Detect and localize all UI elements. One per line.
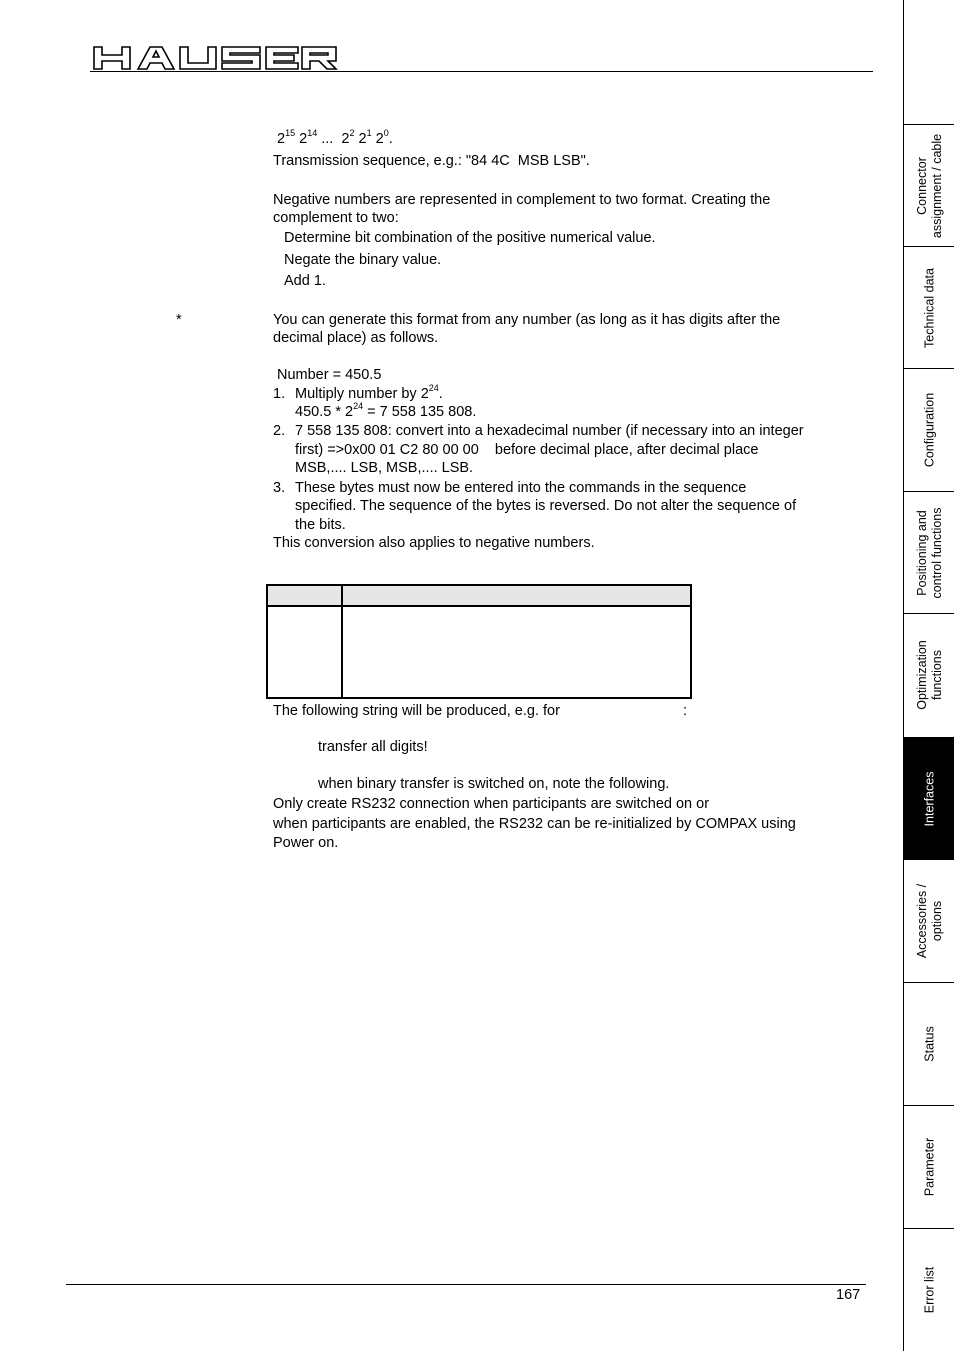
following-string: The following string will be produced, e.g. for <box>273 703 560 719</box>
step-2-num: 2. <box>273 423 286 439</box>
negative-numbers-line1: Negative numbers are represented in complement to two format. Creating the <box>273 192 771 208</box>
transfer-digits-note: transfer all digits! <box>318 739 428 755</box>
generate-line2: decimal place) as follows. <box>273 330 439 346</box>
binary-transfer-note: when binary transfer is switched on, note the following. <box>318 776 670 792</box>
table-header-row <box>268 586 690 607</box>
number-example: Number = 450.5 <box>277 367 382 383</box>
neg-step: Negate the binary value. <box>284 252 442 268</box>
following-colon: : <box>683 703 688 719</box>
rs232-line1: Only create RS232 connection when participants are switched on or <box>273 796 710 812</box>
step-2-line2: first) =>0x00 01 C2 80 00 00 before decimal place, after decimal place <box>295 442 759 458</box>
step-2-line3: MSB,.... LSB, MSB,.... LSB. <box>295 460 474 476</box>
generate-line1: You can generate this format from any number (as long as it has digits after the <box>273 312 781 328</box>
step-2-line1: 7 558 135 808: convert into a hexadecimal number (if necessary into an integer <box>295 423 804 439</box>
tab-configuration[interactable]: Configuration <box>904 368 954 490</box>
step-3-line3: the bits. <box>295 517 346 533</box>
tab-technical-data[interactable]: Technical data <box>904 246 954 368</box>
rs232-line2: when participants are enabled, the RS232 can be re-initialized by COMPAX using <box>273 816 796 832</box>
step-3-line2: specified. The sequence of the bytes is reversed. Do not alter the sequence of <box>295 498 797 514</box>
step-1: 1. Multiply number by $2^{24}$. <box>273 383 443 402</box>
tab-interfaces[interactable]: Interfaces <box>904 737 954 859</box>
rs232-line3: Power on. <box>273 835 339 851</box>
neg-step: Add 1. <box>284 273 326 289</box>
tab-error-list[interactable]: Error list <box>904 1228 954 1350</box>
footer-rule <box>66 1284 866 1285</box>
tab-optimization[interactable]: Optimization functions <box>904 613 954 735</box>
step-3-num: 3. <box>273 480 286 496</box>
example-table <box>266 584 692 699</box>
tab-accessories-options[interactable]: Accessories / options <box>904 859 954 981</box>
step-1-calc: $450.5 * 2^{24} = 7$ 558 135 808. <box>295 401 477 420</box>
tab-positioning-control[interactable]: Positioning and control functions <box>904 491 954 613</box>
page-number: 167 <box>836 1287 861 1303</box>
chapter-tabs <box>903 0 954 1351</box>
transmission-sequence: Transmission sequence, e.g.: "84 4C MSB LSB". <box>273 153 590 169</box>
asterisk-marker: * <box>176 312 182 328</box>
bit-order-line: $2^{15}$ $2^{14}$ ... $2^2$ $2^1$ $2^0$. <box>277 128 393 147</box>
conversion-note: This conversion also applies to negative numbers. <box>273 535 595 551</box>
tab-status[interactable]: Status <box>904 982 954 1104</box>
tab-connector-assignment[interactable]: Connector assignment / cable <box>904 124 954 246</box>
tab-parameter[interactable]: Parameter <box>904 1105 954 1227</box>
hauser-logo <box>92 44 338 72</box>
header-rule <box>90 71 873 72</box>
table-column-divider <box>341 586 343 697</box>
neg-step: Determine bit combination of the positive numerical value. <box>284 230 656 246</box>
negative-numbers-line2: complement to two: <box>273 210 399 226</box>
step-3-line1: These bytes must now be entered into the commands in the sequence <box>295 480 747 496</box>
